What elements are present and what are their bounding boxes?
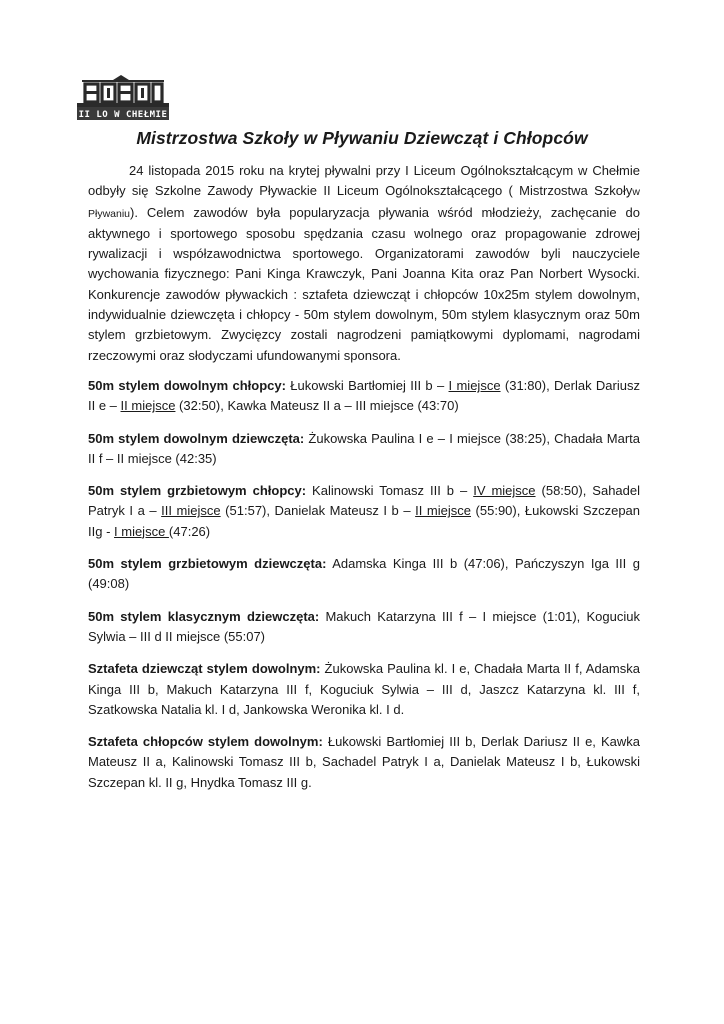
intro-text-small: w Pływaniu bbox=[88, 186, 640, 220]
result-paragraph bbox=[88, 376, 640, 417]
intro-paragraph bbox=[88, 161, 640, 366]
placement-underlined: III miejsce bbox=[161, 503, 221, 519]
result-category-label: 50m stylem grzbietowym dziewczęta: bbox=[88, 556, 327, 572]
result-paragraph bbox=[88, 429, 640, 470]
result-paragraph bbox=[88, 481, 640, 542]
school-building-logo-icon bbox=[77, 72, 169, 122]
result-category-label: 50m stylem dowolnym dziewczęta: bbox=[88, 430, 305, 446]
document-body bbox=[88, 161, 640, 793]
result-text: (58:50), Sahadel Patryk I a – bbox=[88, 483, 640, 519]
result-text: Żukowska Paulina I e – I miejsce (38:25), Chadała Marta II f – II miejsce (42:35) bbox=[88, 430, 640, 466]
result-text: Żukowska Paulina kl. I e, Chadała Marta II f, Adamska Kinga III b, Makuch Katarzyna III f, Koguciuk Sylwia – III d, Jaszcz Katarzyna kl. III f, Szatkowska Natalia kl. I d, Jankowska Weronika kl. I d. bbox=[88, 661, 640, 717]
result-paragraph bbox=[88, 732, 640, 793]
result-text: Makuch Katarzyna III f – I miejsce (1:01), Koguciuk Sylwia – III d II miejsce (55:07) bbox=[88, 608, 640, 644]
result-text: Łukowski Bartłomiej III b, Derlak Dariusz II e, Kawka Mateusz II a, Kalinowski Tomasz III b, Sachadel Patryk I a, Danielak Mateusz I b, Łukowski Szczepan kl. II g, Hnydka Tomasz III g. bbox=[88, 734, 640, 790]
logo-caption: II LO W CHEŁMIE bbox=[78, 110, 168, 120]
page-title: Mistrzostwa Szkoły w Pływaniu Dziewcząt i Chłopców bbox=[136, 128, 588, 148]
placement-underlined: I miejsce bbox=[448, 377, 501, 393]
result-category-label: Sztafeta dziewcząt stylem dowolnym: bbox=[88, 661, 321, 677]
result-category-label: Sztafeta chłopców stylem dowolnym: bbox=[88, 734, 323, 750]
result-paragraph bbox=[88, 607, 640, 648]
placement-underlined: II miejsce bbox=[415, 503, 471, 519]
results-list bbox=[88, 376, 640, 793]
result-text: (32:50), Kawka Mateusz II a – III miejsce (43:70) bbox=[175, 398, 459, 414]
result-text: Łukowski Bartłomiej III b – bbox=[285, 377, 449, 393]
result-paragraph bbox=[88, 659, 640, 720]
placement-underlined: IV miejsce bbox=[473, 483, 536, 499]
result-category-label: 50m stylem dowolnym chłopcy: bbox=[88, 377, 286, 393]
result-text: Kalinowski Tomasz III b – bbox=[306, 483, 474, 499]
result-text: Adamska Kinga III b (47:06), Pańczyszyn Iga III g (49:08) bbox=[88, 556, 640, 592]
intro-text-part1: 24 listopada 2015 roku na krytej pływalni przy I Liceum Ogólnokształcącym w Chełmie odbyły się Szkolne Zawody Pływackie II Liceum Ogólnokształcącego ( Mistrzostwa Szkoły bbox=[88, 163, 640, 199]
result-text: (47:26) bbox=[168, 523, 211, 539]
placement-underlined: II miejsce bbox=[120, 398, 176, 414]
intro-text-part2: ). Celem zawodów była popularyzacja pływania wśród młodzieży, zachęcanie do aktywnego i sportowego sposobu spędzania czasu wolnego oraz propagowanie zdrowej rywalizacji i współzawodnictwa sportowego. Organizatorami zawodów byli nauczyciele wychowania fizycznego: Pani Kinga Krawczyk, Pani Joanna Kita oraz Pan Norbert Wysocki. Konkurencje zawodów pływackich : sztafeta dziewcząt i chłopców 10x25m stylem dowolnym, indywidualnie dziewczęta i chłopcy - 50m stylem dowolnym, 50m stylem klasycznym oraz 50m stylem grzbietowym. Zwycięzcy zostali nagrodzeni pamiątkowymi dyplomami, nagrodami rzeczowymi oraz słodyczami ufundowanymi sponsora. bbox=[88, 204, 640, 363]
result-category-label: 50m stylem grzbietowym chłopcy: bbox=[88, 483, 307, 499]
result-text: (51:57), Danielak Mateusz I b – bbox=[220, 503, 416, 519]
result-paragraph bbox=[88, 554, 640, 595]
result-text: (55:90), Łukowski Szczepan IIg - bbox=[88, 503, 641, 539]
result-category-label: 50m stylem klasycznym dziewczęta: bbox=[88, 608, 320, 624]
school-logo bbox=[77, 72, 169, 122]
result-text: (31:80), Derlak Dariusz II e – bbox=[88, 377, 640, 414]
placement-underlined: I miejsce bbox=[114, 523, 169, 539]
